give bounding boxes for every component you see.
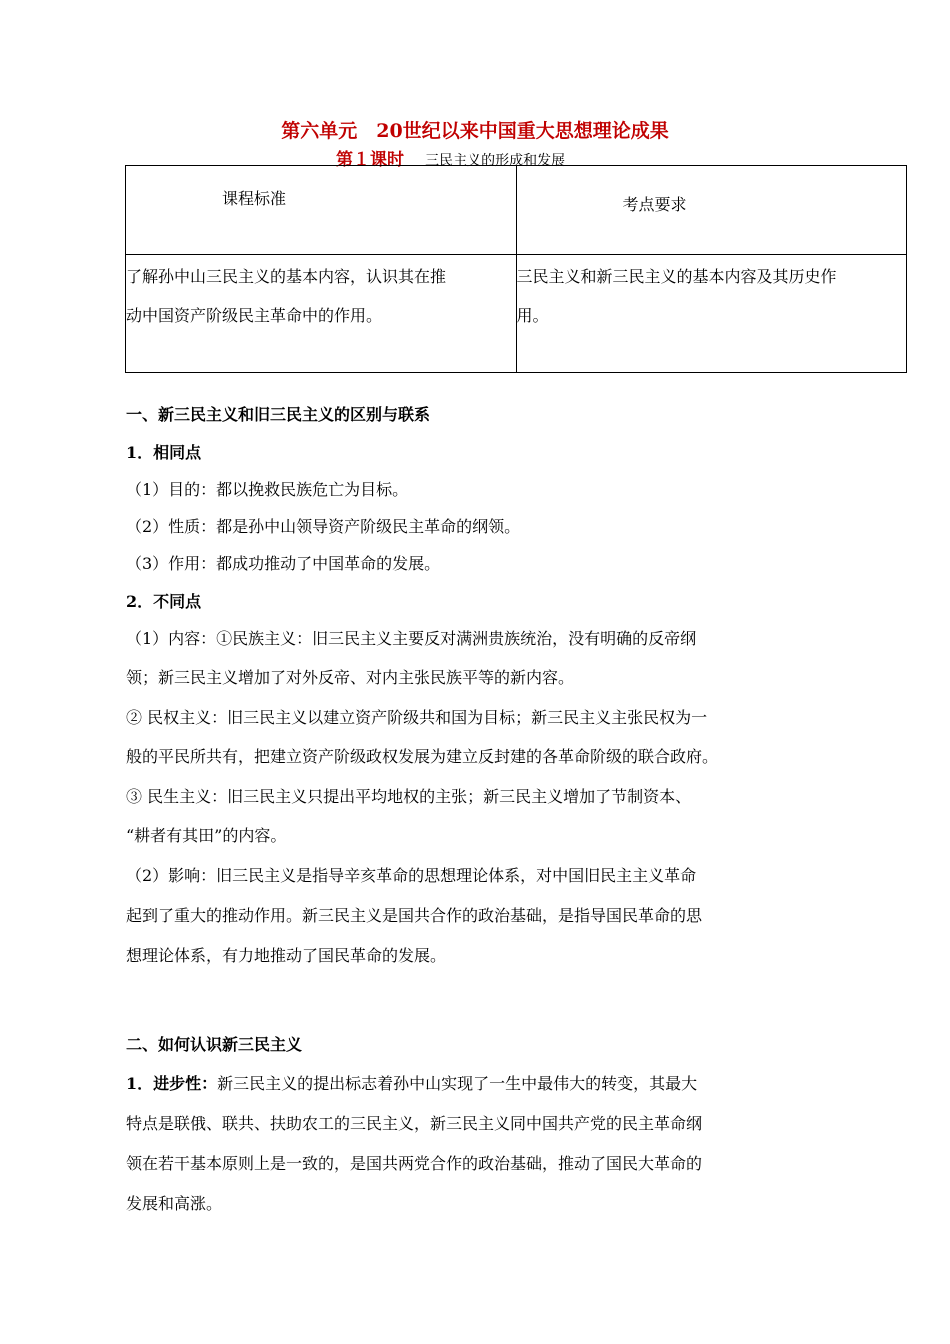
diff-line: （1）内容：①民族主义：旧三民主义主要反对满洲贵族统治，没有明确的反帝纲 <box>126 629 697 648</box>
diff-points-heading: 2．不同点 <box>126 592 202 611</box>
diff-line: 般的平民所共有，把建立资产阶级政权发展为建立反封建的各革命阶级的联合政府。 <box>126 747 719 766</box>
progress-label: 1．进步性： <box>126 1074 218 1093</box>
progress-line <box>126 1071 826 1094</box>
col2-header: 考点要求 <box>516 166 907 255</box>
col1-line: 动中国资产阶级民主革命中的作用。 <box>126 306 383 325</box>
diff-line: 领；新三民主义增加了对外反帝、对内主张民族平等的新内容。 <box>126 668 575 687</box>
lesson-topic: 三民主义的形成和发展 <box>425 153 566 169</box>
same-points-heading: 1．相同点 <box>126 443 202 462</box>
progress-line: 领在若干基本原则上是一致的，是国共两党合作的政治基础，推动了国民大革命的 <box>126 1154 703 1173</box>
diff-line: “耕者有其田”的内容。 <box>126 826 287 845</box>
diff-line: ② 民权主义：旧三民主义以建立资产阶级共和国为目标；新三民主义主张民权为一 <box>126 708 708 727</box>
diff-line: 想理论体系，有力地推动了国民革命的发展。 <box>126 946 447 965</box>
same-point-item: （3）作用：都成功推动了中国革命的发展。 <box>126 554 441 573</box>
col2-body <box>516 255 907 373</box>
section1-heading: 一、新三民主义和旧三民主义的区别与联系 <box>126 405 431 424</box>
diff-line: 起到了重大的推动作用。新三民主义是国共合作的政治基础，是指导国民革命的思 <box>126 906 703 925</box>
col1-line: 了解孙中山三民主义的基本内容，认识其在推 <box>126 267 447 286</box>
diff-line: ③ 民生主义：旧三民主义只提出平均地权的主张；新三民主义增加了节制资本、 <box>126 787 692 806</box>
progress-text: 新三民主义的提出标志着孙中山实现了一生中最伟大的转变，其最大 <box>217 1074 698 1093</box>
page-title: 第六单元 20世纪以来中国重大思想理论成果 <box>281 120 669 142</box>
lesson-number: 第１课时 <box>336 150 404 170</box>
progress-line: 特点是联俄、联共、扶助农工的三民主义，新三民主义同中国共产党的民主革命纲 <box>126 1114 703 1133</box>
progress-line: 发展和高涨。 <box>126 1194 223 1213</box>
diff-line: （2）影响：旧三民主义是指导辛亥革命的思想理论体系，对中国旧民主主义革命 <box>126 866 697 885</box>
standards-table <box>125 165 907 373</box>
same-point-item: （1）目的：都以挽救民族危亡为目标。 <box>126 480 409 499</box>
section2-heading: 二、如何认识新三民主义 <box>126 1035 303 1054</box>
col2-line: 用。 <box>516 306 549 325</box>
same-point-item: （2）性质：都是孙中山领导资产阶级民主革命的纲领。 <box>126 517 521 536</box>
col2-line: 三民主义和新三民主义的基本内容及其历史作 <box>516 267 837 286</box>
col1-body <box>126 255 517 373</box>
col1-header: 课程标准 <box>126 166 517 255</box>
